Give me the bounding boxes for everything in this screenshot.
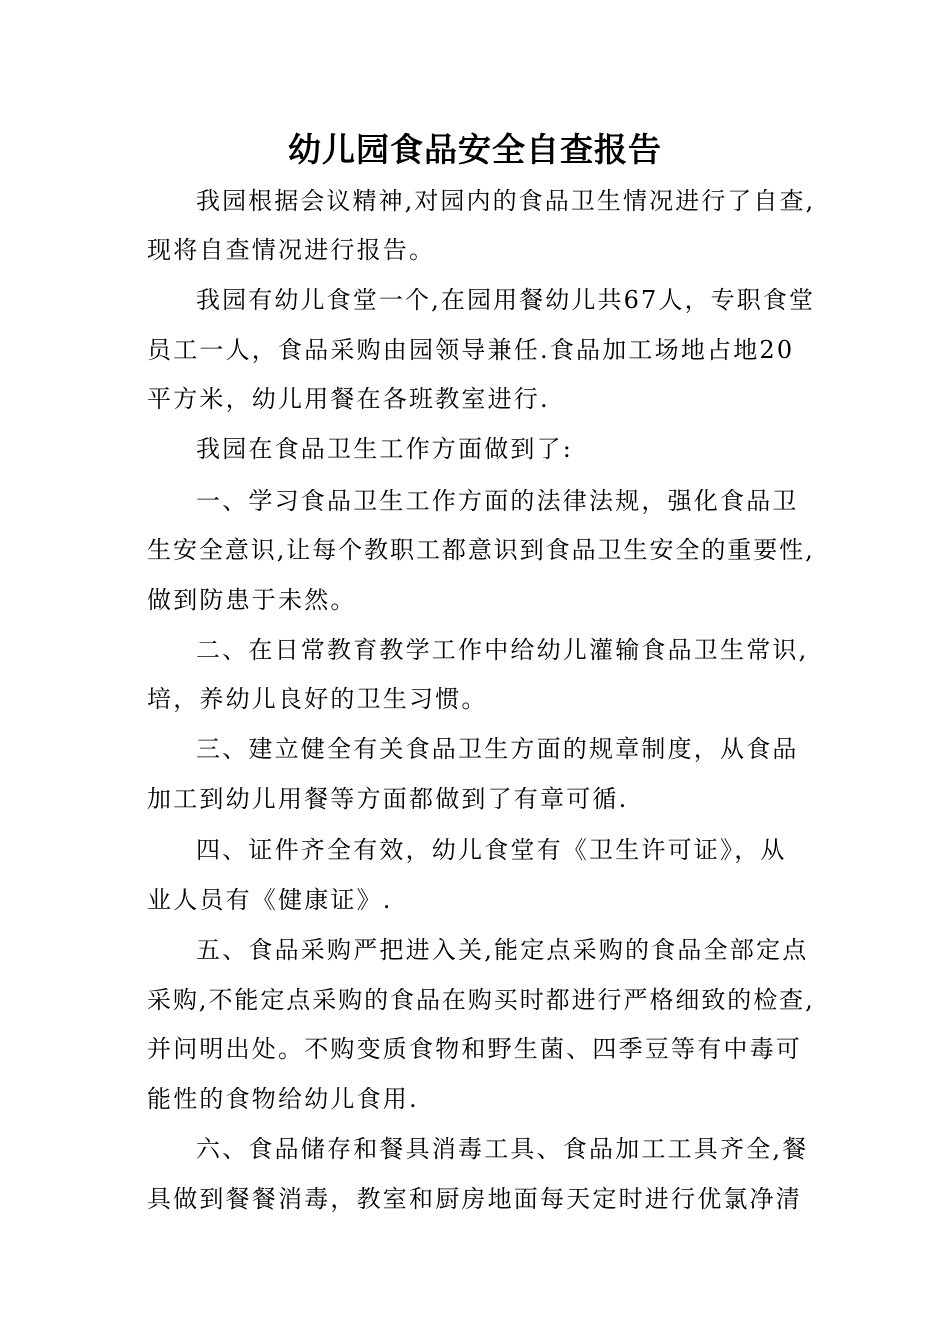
text-line: 采购,不能定点采购的食品在购买时都进行严格细致的检查, <box>147 986 815 1014</box>
text-line: 并问明出处。不购变质食物和野生菌、四季豆等有中毒可 <box>147 1035 802 1063</box>
text-line: 我园根据会议精神,对园内的食品卫生情况进行了自查, <box>196 187 816 215</box>
text-line: 三、建立健全有关食品卫生方面的规章制度，从食品 <box>196 735 799 763</box>
text-line: 具做到餐餐消毒，教室和厨房地面每天定时进行优氯净清 <box>147 1185 802 1213</box>
text-line: 生安全意识,让每个教职工都意识到食品卫生安全的重要性, <box>147 536 815 564</box>
text-line: 我园在食品卫生工作方面做到了: <box>196 435 574 463</box>
text-line: 二、在日常教育教学工作中给幼儿灌输食品卫生常识, <box>196 636 809 664</box>
text-line: 六、食品储存和餐具消毒工具、食品加工工具齐全,餐 <box>196 1135 809 1163</box>
text-line: 能性的食物给幼儿食用. <box>147 1085 419 1113</box>
document-title: 幼儿园食品安全自查报告 <box>288 130 662 169</box>
text-line: 加工到幼儿用餐等方面都做到了有章可循. <box>147 785 629 813</box>
text-line: 四、证件齐全有效，幼儿食堂有《卫生许可证》，从 <box>196 836 787 864</box>
text-line: 五、食品采购严把进入关,能定点采购的食品全部定点 <box>196 936 809 964</box>
text-line: 一、学习食品卫生工作方面的法律法规，强化食品卫 <box>196 487 799 515</box>
text-line: 我园有幼儿食堂一个,在园用餐幼儿共67人，专职食堂 <box>196 286 816 314</box>
text-line: 业人员有《健康证》. <box>147 886 393 914</box>
text-line: 做到防患于未然。 <box>147 586 357 614</box>
text-line: 平方米，幼儿用餐在各班教室进行. <box>147 385 550 413</box>
text-line: 员工一人，食品采购由园领导兼任.食品加工场地占地20 <box>147 336 795 364</box>
text-line: 现将自查情况进行报告。 <box>147 236 436 264</box>
text-line: 培，养幼儿良好的卫生习惯。 <box>147 685 488 713</box>
